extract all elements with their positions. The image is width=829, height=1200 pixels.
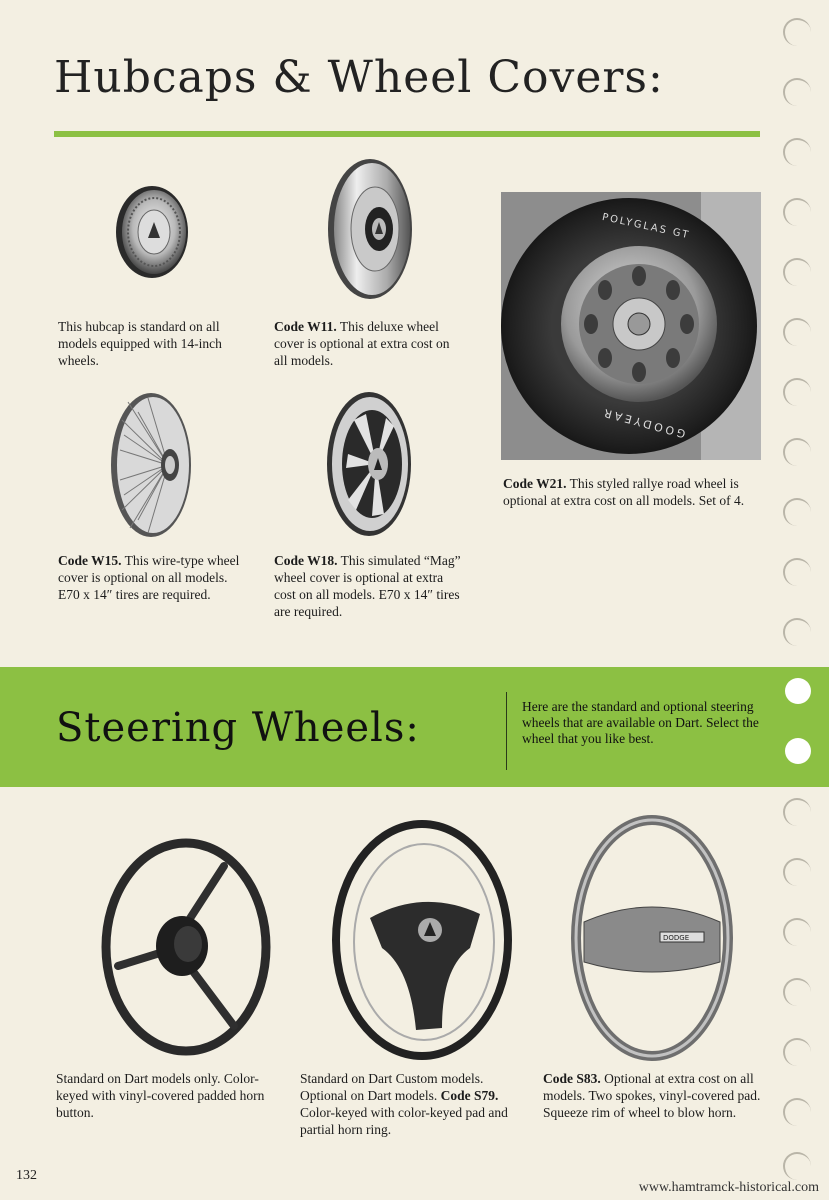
standard-hubcap-image — [112, 182, 192, 282]
caption-w11: Code W11. This deluxe wheel cover is optional at extra cost on all models. — [274, 319, 450, 368]
binder-hole — [783, 498, 811, 526]
w18-mag-wheel-cover-image — [324, 390, 414, 538]
title-rule — [54, 131, 760, 137]
binder-hole — [783, 1098, 811, 1126]
caption-standard-steering: Standard on Dart models only. Color-keyed with vinyl-covered padded horn button. — [56, 1071, 265, 1120]
w11-wheel-cover-image — [325, 156, 415, 302]
binder-hole — [783, 918, 811, 946]
w21-rallye-wheel-photo — [501, 192, 761, 460]
steering-section-title: Steering Wheels: — [56, 705, 420, 751]
dodge-badge-text: DODGE — [663, 934, 690, 942]
caption-w21: Code W21. This styled rallye road wheel is optional at extra cost on all models. Set of 4. — [503, 476, 745, 508]
binder-hole — [783, 138, 811, 166]
binder-hole — [785, 738, 811, 764]
binder-hole — [783, 858, 811, 886]
binder-hole — [783, 78, 811, 106]
caption-w15: Code W15. This wire-type wheel cover is optional on all models. E70 x 14″ tires are required. — [58, 553, 240, 602]
binder-hole — [783, 558, 811, 586]
binder-hole — [783, 378, 811, 406]
source-url: www.hamtramck-historical.com — [638, 1180, 819, 1195]
standard-steering-wheel-image — [98, 836, 278, 1058]
binder-hole — [783, 318, 811, 346]
caption-s79: Standard on Dart Custom models. Optional on Dart models. Code S79. Color-keyed with color-keyed pad and partial horn ring. — [300, 1071, 508, 1137]
binder-hole — [783, 438, 811, 466]
binder-hole — [783, 18, 811, 46]
s83-steering-wheel-image — [570, 812, 734, 1064]
page-number: 132 — [16, 1168, 37, 1183]
binder-hole — [783, 1038, 811, 1066]
page-title: Hubcaps & Wheel Covers: — [54, 52, 664, 103]
steering-intro-text: Here are the standard and optional steering wheels that are available on Dart. Select the wheel that you like best. — [522, 699, 759, 746]
binder-hole — [783, 198, 811, 226]
binder-hole — [783, 1152, 811, 1180]
caption-w18: Code W18. This simulated “Mag” wheel cover is optional at extra cost on all models. E70 x 14″ tires are required. — [274, 553, 461, 619]
binder-hole — [783, 798, 811, 826]
binder-hole — [783, 618, 811, 646]
binder-hole — [785, 678, 811, 704]
tire-text-bottom: GOODYEAR — [599, 405, 687, 441]
w15-wire-wheel-cover-image — [108, 390, 194, 540]
caption-s83: Code S83. Optional at extra cost on all models. Two spokes, vinyl-covered pad. Squeeze rim of wheel to blow horn. — [543, 1071, 761, 1120]
s79-steering-wheel-image — [330, 818, 520, 1062]
caption-standard-hubcap: This hubcap is standard on all models equipped with 14-inch wheels. — [58, 319, 222, 368]
tire-text-top: POLYGLAS GT — [601, 211, 692, 242]
binder-hole — [783, 258, 811, 286]
band-divider — [506, 692, 507, 770]
binder-hole — [783, 978, 811, 1006]
